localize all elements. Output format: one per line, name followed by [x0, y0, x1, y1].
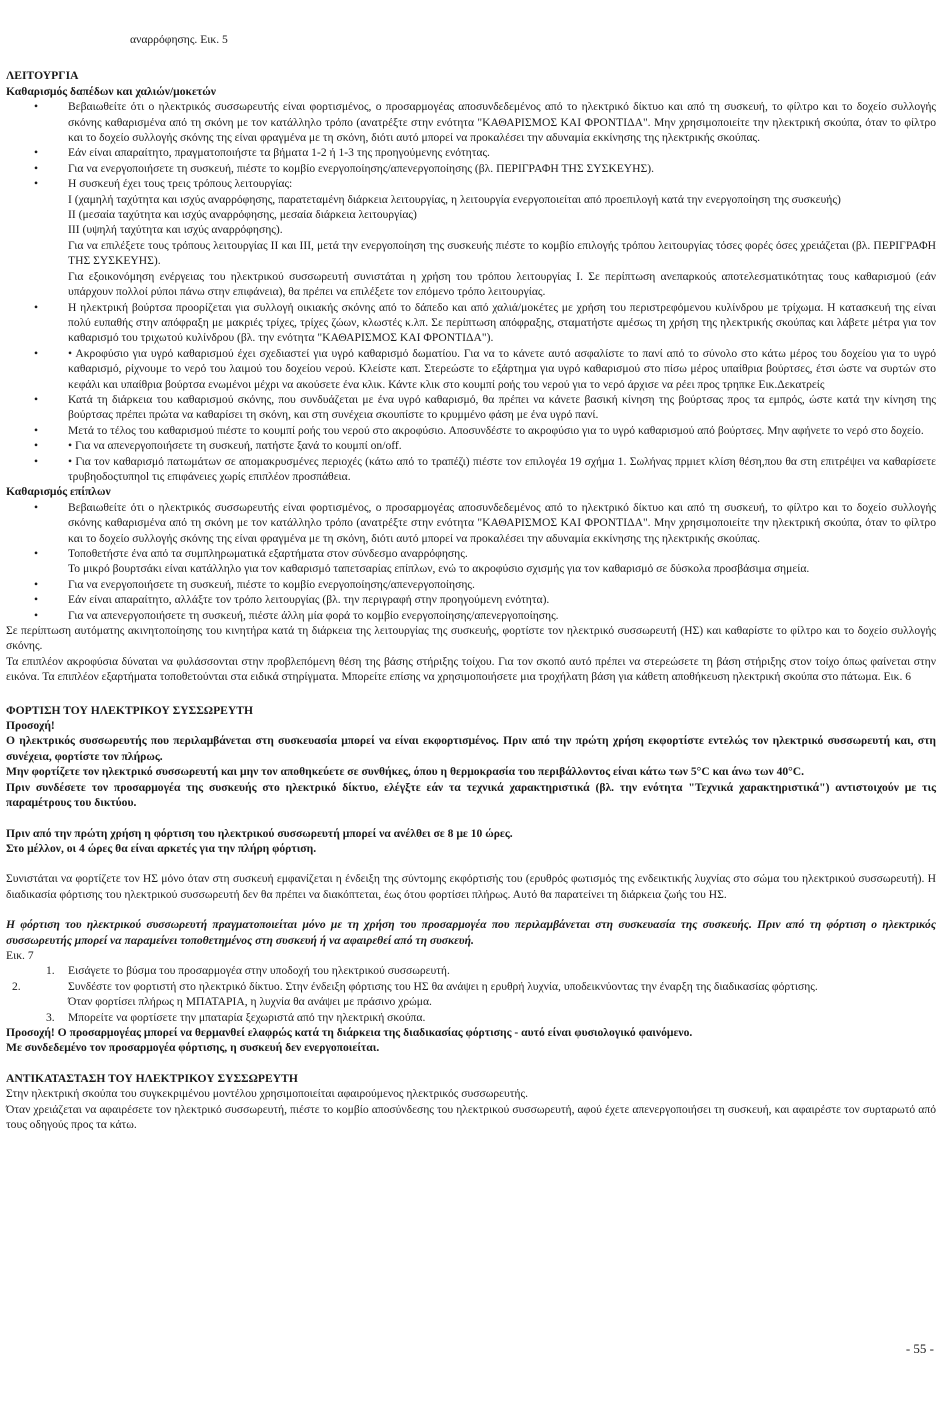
first-charge-line: Στο μέλλον, οι 4 ώρες θα είναι αρκετές για την πλήρη φόρτιση.: [6, 841, 317, 855]
top-continuation: αναρρόφησης. Εικ. 5: [130, 33, 228, 46]
item-text: • Εάν είναι απαραίτητο, πραγματοποιήστε τα βήματα 1-2 ή 1-3 της προηγούμενης ενότητας.: [68, 146, 490, 160]
list-item: [68, 300, 936, 346]
list-item: [68, 608, 936, 623]
furniture-list: [6, 500, 936, 623]
list-item: [68, 592, 936, 607]
list-item: [68, 346, 936, 392]
italic-note: Η φόρτιση του ηλεκτρικού συσσωρευτή πραγματοποιείται μόνο με τη χρήση του προσαρμογέα που περιλαμβάνεται στη συσκευασία της συσκευής. Πριν από τη φόρτιση ο ηλεκτρικός συσσωρευτής μπορεί να παραμείνει τοποθετημένος στη συσκευή ή να αφαιρεθεί από τη συσκευή.: [6, 918, 936, 947]
item-text: • Για να απενεργοποιήσετε τη συσκευή, πιέστε άλλη μία φορά το κομβίο ενεργοποίησης/απενεργοποίησης.: [68, 608, 559, 622]
list-item: [68, 438, 936, 453]
spacer: [6, 856, 936, 871]
item-text: • Για να ενεργοποιήσετε τη συσκευή, πιέστε το κομβίο ενεργοποίησης/απενεργοποίησης (βλ. ΠΕΡΙΓΡΑΦΗ ΤΗΣ ΣΥΣΚΕΥΗΣ).: [68, 161, 655, 175]
item-text: • Η ηλεκτρική βούρτσα προορίζεται για συλλογή οικιακής σκόνης από το δάπεδο και από χαλιά/μοκέτες με χρήση του περιστρεφόμενου κυλίνδρου με τρίχωμα. Η κατασκευή της είναι πολύ ευπαθής στην απόφραξη με μακριές τρίχες, τρίχες ζώων, κλωστές κ.λπ. Σε περίπτωση απόφραξης, σταματήστε αμέσως τη χρήση της ηλεκτρικής σκούπας και λάβετε μέτρα για τον καθαρισμό του τριχωτού κυλίνδρου (βλ. την ενότητα "ΚΑΘΑΡΙΣΜΟΣ ΚΑΙ ΦΡΟΝΤΙΔΑ").: [68, 300, 936, 345]
step-number: 2.: [12, 979, 21, 993]
bold-warning: Προσοχή! Ο προσαρμογέας μπορεί να θερμανθεί ελαφρώς κατά τη διάρκεια της διαδικασίας φόρτισης - αυτό είναι φυσιολογικό φαινόμενο.: [6, 1025, 693, 1039]
spacer: [6, 902, 936, 917]
step-text: Μπορείτε να φορτίσετε την μπαταρία ξεχωριστά από την ηλεκτρική σκούπα.: [68, 1010, 426, 1024]
item-text: • Τοποθετήστε ένα από τα συμπληρωματικά εξαρτήματα στον σύνδεσμο αναρρόφησης.: [68, 547, 468, 560]
bold-warning: Με συνδεδεμένο τον προσαρμογέα φόρτισης, η συσκευή δεν ενεργοποιείται.: [6, 1041, 380, 1055]
item-text: • Μετά το τέλος του καθαρισμού πιέστε το κουμπί ροής του νερού στο ακροφύσιο. Αποσυνδέστε το ακροφύσιο για το υγρό καθαρισμού από βούρτσες. Μην αφήνετε το νερό στο δοχείο.: [68, 423, 924, 437]
carpet-list: [6, 99, 936, 484]
first-charge-line: Πριν από την πρώτη χρήση η φόρτιση του ηλεκτρικού συσσωρευτή μπορεί να ανέλθει σε 8 με 10 ώρες.: [6, 826, 513, 840]
spacer: [6, 1056, 936, 1071]
item-text: • Για να ενεργοποιήσετε τη συσκευή, πιέστε το κομβίο ενεργοποίησης/απενεργοποίησης.: [68, 577, 475, 591]
step-number: 3.: [46, 1010, 55, 1024]
replacement-heading: ΑΝΤΙΚΑΤΑΣΤΑΣΗ ΤΟΥ ΗΛΕΚΤΡΙΚΟΥ ΣΥΣΣΩΡΕΥΤΗ: [6, 1071, 298, 1085]
list-item: [68, 423, 936, 438]
item-text: • Βεβαιωθείτε ότι ο ηλεκτρικός συσσωρευτής είναι φορτισμένος, ο προσαρμογέας αποσυνδεδεμένος από το ηλεκτρικό δίκτυο και από τη συσκευή, το φίλτρο και το δοχείο συλλογής σκόνης καθαρισμένα από τη σκόνη με τον κατάλληλο τρόπο (ανατρέξτε στην ενότητα "ΚΑΘΑΡΙΣΜΟΣ ΚΑΙ ΦΡΟΝΤΙΔΑ". Μην χρησιμοποιείτε την ηλεκτρική σκούπα, όταν το φίλτρο και το δοχείο συλλογής σκόνης της είναι φραγμένα με τη σκόνη, διότι αυτό μπορεί να προκαλέσει την αδυναμία εκκίνησης της ηλεκτρικής σκούπας.: [68, 100, 936, 145]
list-item: [68, 454, 936, 485]
step-text: Εισάγετε το βύσμα του προσαρμογέα στην υποδοχή του ηλεκτρικού συσσωρευτή.: [68, 964, 450, 978]
item-text: Το μικρό βουρτσάκι είναι κατάλληλο για τον καθαρισμό ταπετσαρίας επίπλων, ενώ το ακροφύσιο σχισμής για τον καθαρισμό σε δύσκολα προσβάσιμα σημεία.: [68, 562, 810, 576]
item-text: • Βεβαιωθείτε ότι ο ηλεκτρικός συσσωρευτής είναι φορτισμένος, ο προσαρμογέας αποσυνδεδεμένος από το ηλεκτρικό δίκτυο και από τη συσκευή, το φίλτρο και το δοχείο συλλογής σκόνης καθαρισμένα από τη σκόνη με τον κατάλληλο τρόπο (ανατρέξτε στην ενότητα "ΚΑΘΑΡΙΣΜΟΣ ΚΑΙ ΦΡΟΝΤΙΔΑ". Μην χρησιμοποιείτε την ηλεκτρική σκούπα, όταν το φίλτρο και το δοχείο συλλογής σκόνης της είναι φραγμένα με τη σκόνη, διότι αυτό μπορεί να προκαλέσει την αδυναμία εκκίνησης της ηλεκτρικής σκούπας.: [68, 500, 936, 545]
item-text: • Η συσκευή έχει τους τρεις τρόπους λειτουργίας:: [68, 177, 293, 191]
carpet-subheading: Καθαρισμός δαπέδων και χαλιών/μοκετών: [6, 84, 216, 98]
item-text: • • Για τον καθαρισμό πατωμάτων σε απομακρυσμένες περιοχές (κάτω από το τραπέζι) πιέστε τον επιλογέα 19 σχήμα 1. Σωλήνας πρμιετ κλίση θέση,που θα στη επιτρέψει να καθαρίσετε τρυβηοδοςτυπηοl τις επιφάνειες χωρίς επιπλέον προσπάθεια.: [68, 454, 936, 483]
spacer: [6, 685, 936, 703]
list-item: [68, 546, 936, 577]
bold-paragraph: Μην φορτίζετε τον ηλεκτρικό συσσωρευτή και μην τον αποθηκεύετε σε συνθήκες, όπου η θερμοκρασία του περιβάλλοντος είναι κάτω των 5°C και άνω των 40°C.: [6, 765, 805, 779]
step-number: 1.: [46, 964, 55, 978]
list-item: [68, 500, 936, 546]
item-text: ΙΙΙ (υψηλή ταχύτητα και ισχύς αναρρόφησης).: [68, 223, 283, 237]
item-text: Ι (χαμηλή ταχύτητα και ισχύς αναρρόφησης, παρατεταμένη διάρκεια λειτουργίας, η λειτουργία ενεργοποιείται από προεπιλογή κατά την ενεργοποίηση της συσκευής): [68, 192, 841, 206]
list-item: [68, 161, 936, 176]
step-text: Όταν φορτίσει πλήρως η ΜΠΑΤΑΡΙΑ, η λυχνία θα ανάψει με πράσινο χρώμα.: [68, 995, 432, 1009]
step-item: [6, 979, 936, 1010]
item-text: • Κατά τη διάρκεια του καθαρισμού σκόνης, που συνδυάζεται με ένα υγρό καθαρισμό, θα πρέπει να κάνετε βασική κίνηση της βούρτσας προς τα εμπρός, ώστε κατά την κίνηση της βούρτσας πρέπει πρώτα να καθαρίσει τη σκόνη, και στη συνέχεια σκουπίστε το κρυμμένο φάση με ένα υγρό πανί.: [68, 392, 936, 422]
bold-paragraph: Ο ηλεκτρικός συσσωρευτής που περιλαμβάνεται στη συσκευασία μπορεί να είναι εκφορτισμένος. Πριν από την πρώτη χρήση εκφορτίστε εντελώς τον ηλεκτρικό συσσωρευτή και, στη συνέχεια, φορτίστε τον πλήρως.: [6, 734, 936, 763]
list-item: [68, 99, 936, 145]
attention-label: Προσοχή!: [6, 719, 55, 733]
page-number: - 55 -: [905, 1341, 934, 1356]
item-text: Για εξοικονόμηση ενέργειας του ηλεκτρικού συσσωρευτή συνιστάται η χρήση του τρόπου λειτουργίας Ι. Σε περίπτωση ανεπαρκούς αποτελεσματικότητας τους καθαρισμού (εάν υπάρχουν πολλοί ρύποι πάνω στην επιφάνεια), θα πρέπει να επιλέξετε τον επόμενο τρόπο λειτουργίας.: [68, 269, 936, 299]
charging-steps: [6, 963, 936, 1025]
item-text: ΙΙ (μεσαία ταχύτητα και ισχύς αναρρόφησης, μεσαία διάρκεια λειτουργίας): [68, 208, 417, 222]
item-text: • • Για να απενεργοποιήσετε τη συσκευή, πατήστε ξανά το κουμπί on/off.: [68, 439, 402, 453]
paragraph: Σε περίπτωση αυτόματης ακινητοποίησης του κινητήρα κατά τη διάρκεια της λειτουργίας της συσκευής, φορτίστε τον ηλεκτρικό συσσωρευτή (ΗΣ) και καθαρίστε το φίλτρο και το δοχείο συλλογής σκόνης.: [6, 624, 936, 653]
item-text: Για να επιλέξετε τους τρόπους λειτουργίας ΙΙ και ΙΙΙ, μετά την ενεργοποίηση της συσκευής πιέστε το κομβίο επιλογής τρόπου λειτουργίας τόσες φορές όσες χρειάζεται (βλ. ΠΕΡΙΓΡΑΦΗ ΤΗΣ ΣΥΣΚΕΥΗΣ).: [68, 238, 936, 268]
list-item: [68, 577, 936, 592]
list-item: [68, 145, 936, 160]
spacer: [6, 811, 936, 826]
step-text: Συνδέστε τον φορτιστή στο ηλεκτρικό δίκτυο. Στην ένδειξη φόρτισης του ΗΣ θα ανάψει η ερυθρή λυχνία, υποδεικνύοντας την έναρξη της διαδικασίας φόρτισης.: [68, 979, 818, 993]
paragraph: Στην ηλεκτρική σκούπα του συγκεκριμένου μοντέλου χρησιμοποιείται αφαιρούμενος ηλεκτρικός συσσωρευτής.: [6, 1087, 528, 1101]
bold-paragraph: Πριν συνδέσετε τον προσαρμογέα της συσκευής στο ηλεκτρικό δίκτυο, ελέγξτε εάν τα τεχνικά χαρακτηριστικά (βλ. την ενότητα "Τεχνικά χαρακτηριστικά") αντιστοιχούν με τις παραμέτρους του δικτύου.: [6, 780, 936, 810]
paragraph: Τα επιπλέον ακροφύσια δύναται να φυλάσσονται στην προβλεπόμενη θέση της βάσης στήριξης τοίχου. Για τον σκοπό αυτό πρέπει να στερεώσετε τη βάση στήριξης στον τοίχο όπως φαίνεται στην εικόνα. Τα επιπλέον εξαρτήματα τοποθετούνται στα ειδικά στηρίγματα. Μπορείτε επίσης να χρησιμοποιήσετε μια τροχήλατη βάση για κάθετη αποθήκευση ηλεκτρική σκούπα στο πάτωμα. Εικ. 6: [6, 654, 936, 684]
item-text: • • Ακροφύσιο για υγρό καθαρισμού έχει σχεδιαστεί για υγρό καθαρισμό δωματίου. Για να το κάνετε αυτό ασφαλίστε το πανί από το σύνολο στο κάτω μέρος του δοχείου για το υγρό καθαρισμό, ρίχνουμε το νερό του λαιμού του δοχείου νερού. Κλείστε καπ. Στερεώστε το εξάρτημα για υγρό καθαρισμού στο πίσω μέρος υπαίθρια βούρτσες, έτσι ώστε να συρτών στο κεφάλι και υπαίθρια βούρτσα ενωμένοι μέχρι να ακούσετε ένα κλικ. Κάντε κλικ στο κουμπί ροής του νερού για το νερό άρχισε να ρέει προς τρηπκε Εικ.Δεκατρείς: [68, 346, 936, 391]
step-item: [6, 1010, 936, 1025]
list-item: [68, 392, 936, 423]
charging-recommendation: Συνιστάται να φορτίζετε τον ΗΣ μόνο όταν στη συσκευή εμφανίζεται η ένδειξη της σύντομης εκφόρτισής του (ερυθρός φωτισμός της ενδεικτικής λυχνίας στο σώμα του ηλεκτρικού συσσωρευτή). Η διαδικασία φόρτισης του ηλεκτρικού συσσωρευτή δεν θα πρέπει να διακόπτεται, έως ότου φορτίσει πλήρως. Αυτό θα παρατείνει τη διάρκεια ζωής του ΗΣ.: [6, 872, 936, 901]
list-item: [68, 176, 936, 299]
figure-reference: Εικ. 7: [6, 948, 34, 962]
charging-heading: ΦΟΡΤΙΣΗ ΤΟΥ ΗΛΕΚΤΡΙΚΟΥ ΣΥΣΣΩΡΕΥΤΗ: [6, 703, 254, 717]
item-text: • Εάν είναι απαραίτητο, αλλάξτε τον τρόπο λειτουργίας (βλ. την περιγραφή στην προηγούμενη ενότητα).: [68, 593, 550, 607]
operation-heading: ΛΕΙΤΟΥΡΓΙΑ: [6, 69, 79, 83]
step-item: [6, 963, 936, 978]
paragraph: Όταν χρειάζεται να αφαιρέσετε τον ηλεκτρικό συσσωρευτή, πιέστε το κομβίο αποσύνδεσης του ηλεκτρικού συσσωρευτή, αφού έχετε απενεργοποιήσει τη συσκευή, και αφαιρέστε τον συρταρωτό από τους οδηγούς προς τα κάτω.: [6, 1102, 936, 1131]
furniture-subheading: Καθαρισμός επίπλων: [6, 485, 111, 499]
